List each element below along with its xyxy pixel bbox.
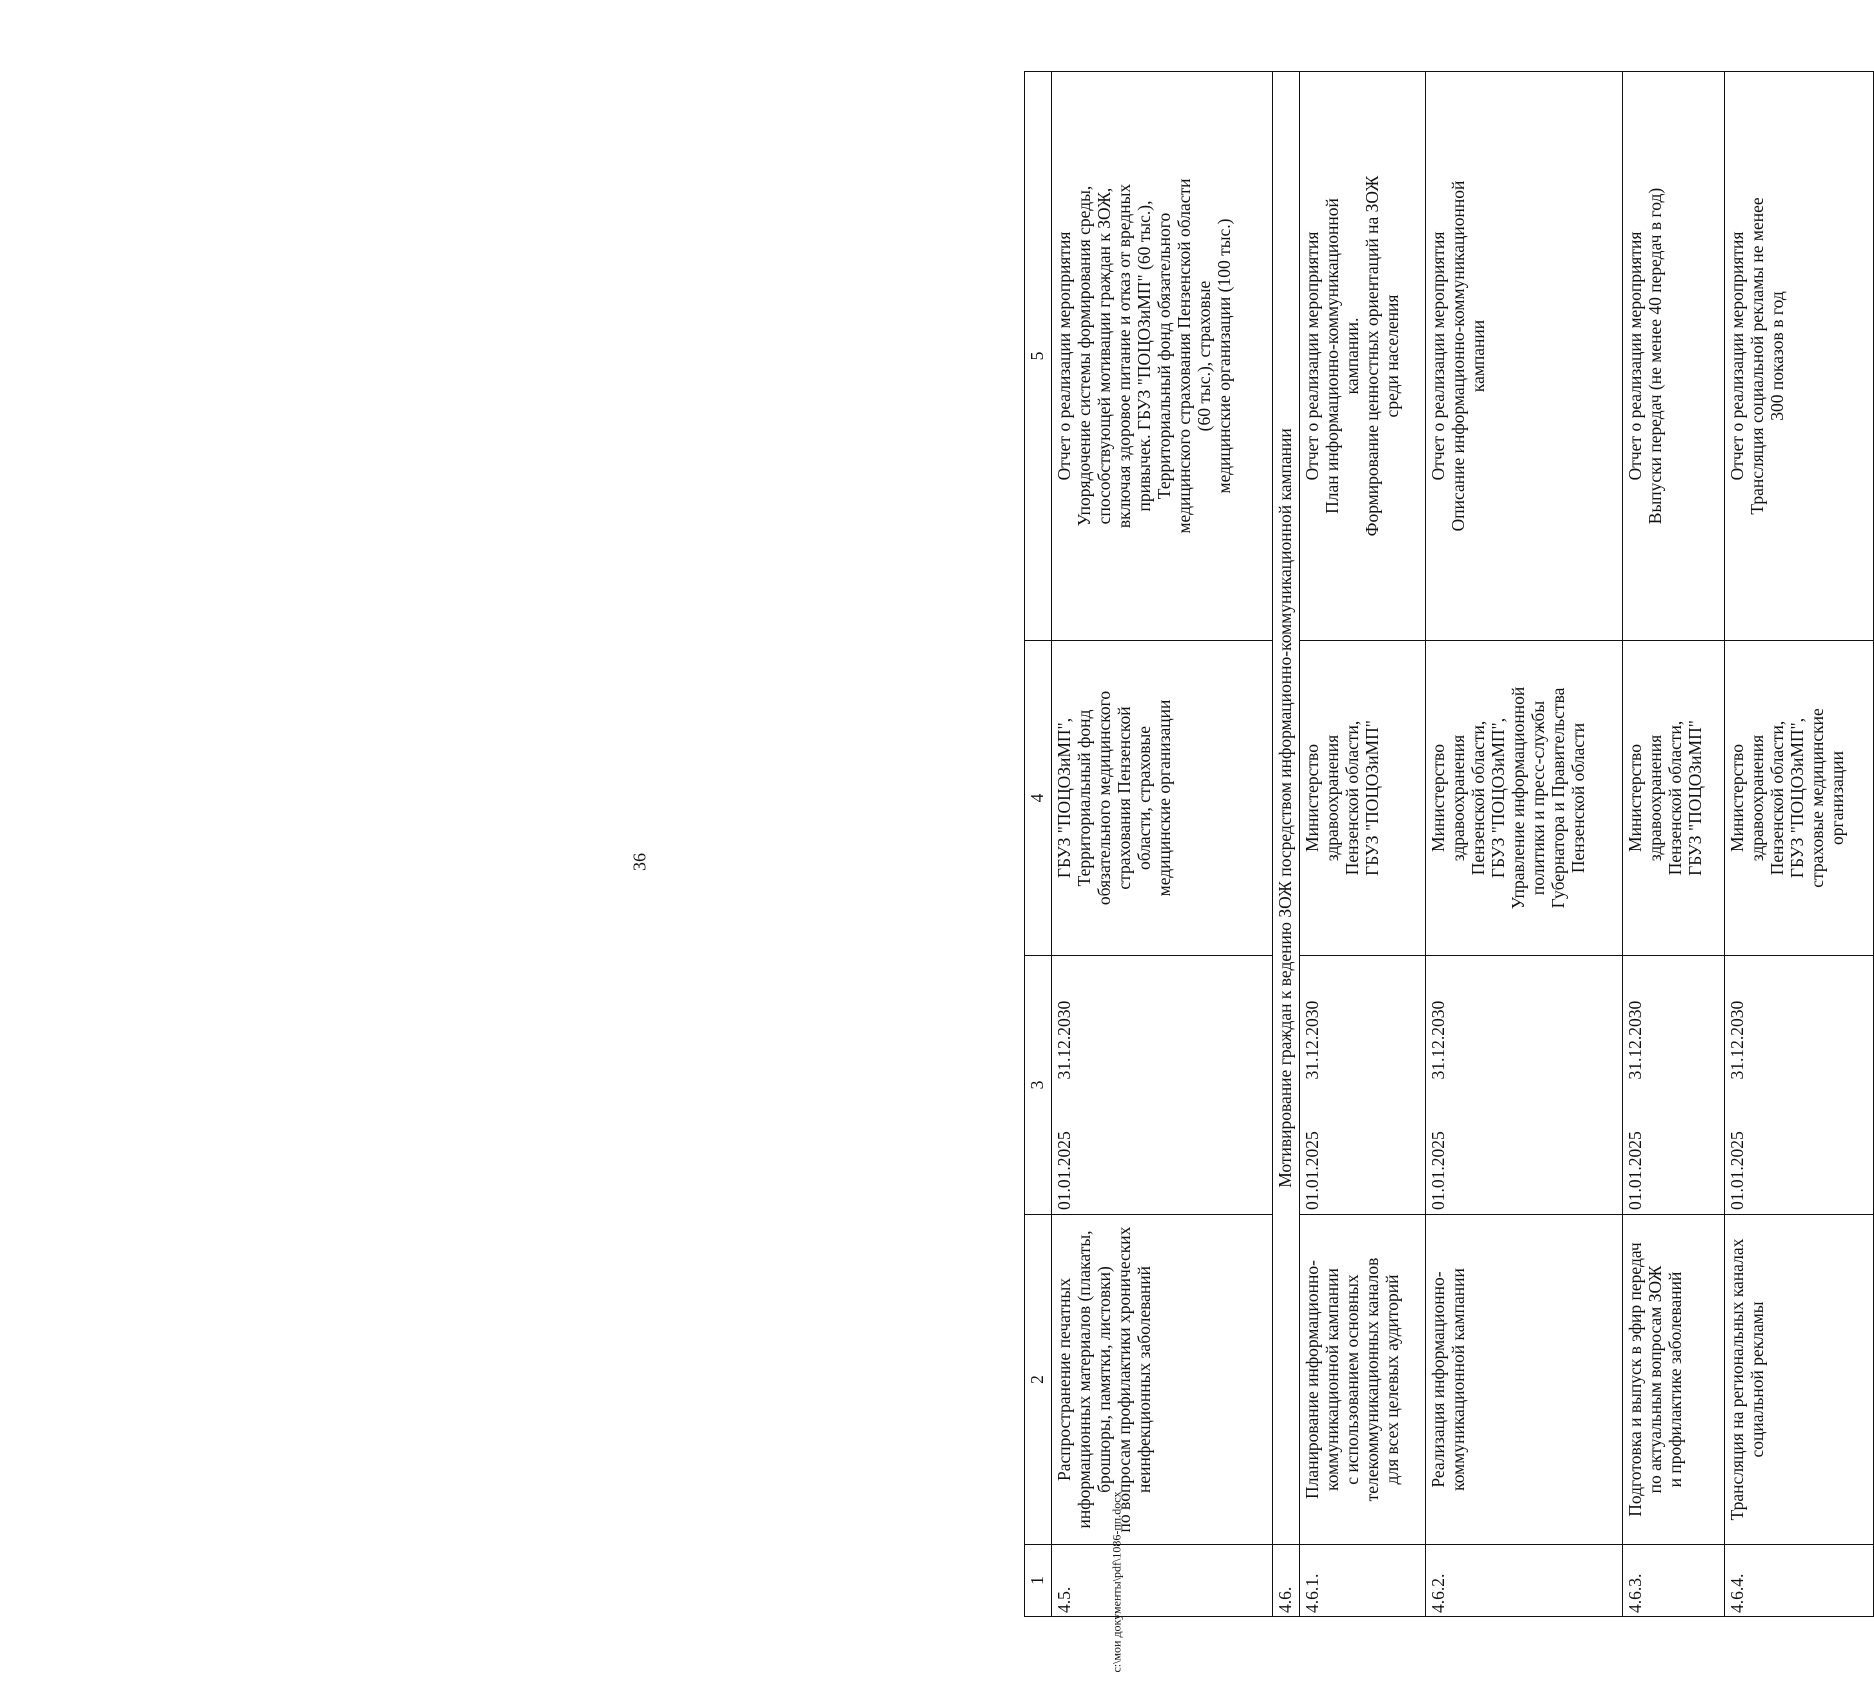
column-header: 3	[1025, 956, 1052, 1215]
responsible-cell	[1300, 641, 1426, 956]
responsible-cell-line: Пензенской области	[1567, 722, 1588, 874]
activity-cell-line: и профилактике заболеваний	[1664, 1271, 1685, 1488]
responsible-cell-line: политики и пресс-службы	[1527, 700, 1548, 896]
activity-cell-line: по актуальным вопросам ЗОЖ	[1644, 1265, 1665, 1494]
result-cell-line: кампании	[1467, 319, 1488, 393]
responsible-cell-line: Министерство	[1624, 744, 1645, 852]
column-header: 4	[1025, 641, 1052, 956]
responsible-cell-line: Управление информационной	[1507, 686, 1528, 910]
result-cell	[1052, 72, 1273, 641]
result-cell-line: Формирование ценностных ориентаций на ЗОЖ	[1362, 175, 1383, 537]
activity-cell	[1724, 1215, 1873, 1545]
activity-cell-line: информационных материалов (плакаты,	[1074, 1230, 1094, 1529]
activity-cell-line: по вопросам профилактики хронических	[1114, 1226, 1134, 1533]
result-cell-line: Территориальный фонд обязательного	[1154, 212, 1174, 500]
responsible-cell-line: ГБУЗ "ПОЦОЗиМП"	[1362, 720, 1383, 876]
column-header: 5	[1025, 72, 1052, 641]
responsible-cell-line: ГБУЗ "ПОЦОЗиМП"	[1684, 720, 1705, 876]
activity-cell	[1300, 1215, 1426, 1545]
activity-cell-line: Планирование информационно-	[1302, 1260, 1323, 1499]
result-cell-line: План информационно-коммуникационной	[1322, 198, 1343, 514]
start-date: 01.01.2025	[1622, 1084, 1724, 1215]
responsible-cell-line: Министерство	[1427, 744, 1448, 852]
end-date: 31.12.2030	[1622, 956, 1724, 1084]
responsible-cell-line: здравоохранения	[1746, 734, 1767, 862]
result-cell-line: Упорядочение системы формирования среды,	[1074, 185, 1094, 527]
responsible-cell-line: здравоохранения	[1322, 734, 1343, 862]
table-row	[1622, 72, 1724, 1617]
result-cell	[1724, 72, 1873, 641]
responsible-cell-line: здравоохранения	[1644, 734, 1665, 862]
activity-cell-line: коммуникационной кампании	[1322, 1268, 1343, 1491]
responsible-cell-line: области, страховые	[1134, 725, 1154, 871]
activity-cell-line: Распространение печатных	[1054, 1277, 1074, 1482]
responsible-cell-line: Пензенской области,	[1664, 720, 1685, 876]
result-cell-line: Отчет о реализации мероприятия	[1427, 231, 1448, 481]
activity-cell-line: Подготовка и выпуск в эфир передач	[1624, 1242, 1645, 1517]
activity-cell	[1622, 1215, 1724, 1545]
result-cell-line: Выпуски передач (не менее 40 передач в год)	[1644, 187, 1665, 525]
responsible-cell-line: обязательного медицинского	[1094, 690, 1114, 906]
result-cell-line: включая здоровое питание и отказ от вредных	[1114, 183, 1134, 529]
responsible-cell	[1724, 641, 1873, 956]
header-row	[1025, 72, 1052, 1617]
responsible-cell	[1425, 641, 1622, 956]
responsible-cell-line: Пензенской области,	[1766, 720, 1787, 876]
footer-file-path: c:\мои документы\pdf\1086-пп.docx	[1109, 1491, 1124, 1673]
activity-cell	[1052, 1215, 1273, 1545]
result-cell-line: Трансляция социальной рекламы не менее	[1746, 197, 1767, 515]
responsible-cell-line: Министерство	[1726, 744, 1747, 852]
result-cell-line: Описание информационно-коммуникационной	[1447, 180, 1468, 532]
activity-cell-line: Реализация информационно-	[1427, 1271, 1448, 1488]
row-number: 4.6.1.	[1300, 1545, 1426, 1617]
end-date: 31.12.2030	[1724, 956, 1873, 1084]
end-date: 31.12.2030	[1300, 956, 1426, 1084]
row-number: 4.5.	[1052, 1545, 1273, 1617]
row-number: 4.6.4.	[1724, 1545, 1873, 1617]
result-cell-line: способствующей мотивации граждан к ЗОЖ,	[1094, 187, 1114, 525]
plan-table	[1024, 71, 1874, 1617]
responsible-cell	[1622, 641, 1724, 956]
activity-cell-line: с использованием основных	[1342, 1274, 1363, 1485]
result-cell	[1622, 72, 1724, 641]
row-number: 4.6.2.	[1425, 1545, 1622, 1617]
responsible-cell-line: Министерство	[1302, 744, 1323, 852]
start-date: 01.01.2025	[1300, 1084, 1426, 1215]
responsible-cell-line: Территориальный фонд	[1074, 709, 1094, 887]
activity-cell	[1425, 1215, 1622, 1545]
row-number: 4.6.	[1273, 1545, 1300, 1617]
start-date: 01.01.2025	[1724, 1084, 1873, 1215]
result-cell-line: 300 показов в год	[1766, 291, 1787, 421]
result-cell-line: кампании.	[1342, 317, 1363, 395]
responsible-cell-line: страховые медицинские	[1806, 708, 1827, 888]
column-header: 1	[1025, 1545, 1052, 1617]
responsible-cell-line: Пензенской области,	[1342, 720, 1363, 876]
table-row	[1724, 72, 1873, 1617]
activity-cell-line: Трансляция на региональных каналах	[1726, 1238, 1747, 1521]
result-cell-line: медицинские организации (100 тыс.)	[1214, 218, 1234, 494]
activity-cell-line: телекоммуникационных каналов	[1362, 1257, 1383, 1502]
table-row	[1052, 72, 1273, 1617]
activity-cell-line: коммуникационной кампании	[1447, 1268, 1468, 1491]
row-number: 4.6.3.	[1622, 1545, 1724, 1617]
activity-cell-line: брошюры, памятки, листовки)	[1094, 1266, 1114, 1493]
plan-table-container	[1024, 72, 1874, 1617]
result-cell-line: Отчет о реализации мероприятия	[1302, 231, 1323, 481]
activity-cell-line: социальной рекламы	[1746, 1301, 1767, 1458]
responsible-cell-line: страхования Пензенской	[1114, 706, 1134, 890]
responsible-cell-line: ГБУЗ "ПОЦОЗиМП",	[1786, 717, 1807, 879]
result-cell-line: Отчет о реализации мероприятия	[1054, 231, 1074, 481]
page-number: 36	[629, 853, 650, 871]
responsible-cell-line: Пензенской области,	[1467, 720, 1488, 876]
responsible-cell-line: Губернатора и Правительства	[1547, 687, 1568, 909]
responsible-cell-line: здравоохранения	[1447, 734, 1468, 862]
table-body	[1052, 72, 1874, 1617]
responsible-cell-line: организации	[1826, 751, 1847, 845]
responsible-cell-line: медицинские организации	[1154, 699, 1174, 897]
result-cell-line: среди населения	[1382, 294, 1403, 418]
result-cell	[1425, 72, 1622, 641]
table-row	[1300, 72, 1426, 1617]
responsible-cell	[1052, 641, 1273, 956]
start-date: 01.01.2025	[1425, 1084, 1622, 1215]
activity-cell-line: для всех целевых аудиторий	[1382, 1274, 1403, 1485]
table-row	[1425, 72, 1622, 1617]
result-cell-line: Отчет о реализации мероприятия	[1726, 231, 1747, 481]
activity-cell-line: неинфекционных заболеваний	[1134, 1265, 1154, 1494]
end-date: 31.12.2030	[1425, 956, 1622, 1084]
result-cell-line: Отчет о реализации мероприятия	[1624, 231, 1645, 481]
result-cell-line: медицинского страхования Пензенской области	[1174, 178, 1194, 534]
responsible-cell-line: ГБУЗ "ПОЦОЗиМП",	[1487, 717, 1508, 879]
section-row	[1273, 72, 1300, 1617]
section-title: Мотивирование граждан к ведению ЗОЖ посредством информационно-коммуникационной кампании	[1273, 72, 1300, 1545]
end-date: 31.12.2030	[1052, 956, 1273, 1084]
start-date: 01.01.2025	[1052, 1084, 1273, 1215]
column-header: 2	[1025, 1215, 1052, 1545]
responsible-cell-line: ГБУЗ "ПОЦОЗиМП",	[1054, 717, 1074, 879]
result-cell-line: (60 тыс.), страховые	[1194, 280, 1214, 432]
result-cell-line: привычек. ГБУЗ "ПОЦОЗиМП" (60 тыс.),	[1134, 200, 1154, 512]
result-cell	[1300, 72, 1426, 641]
